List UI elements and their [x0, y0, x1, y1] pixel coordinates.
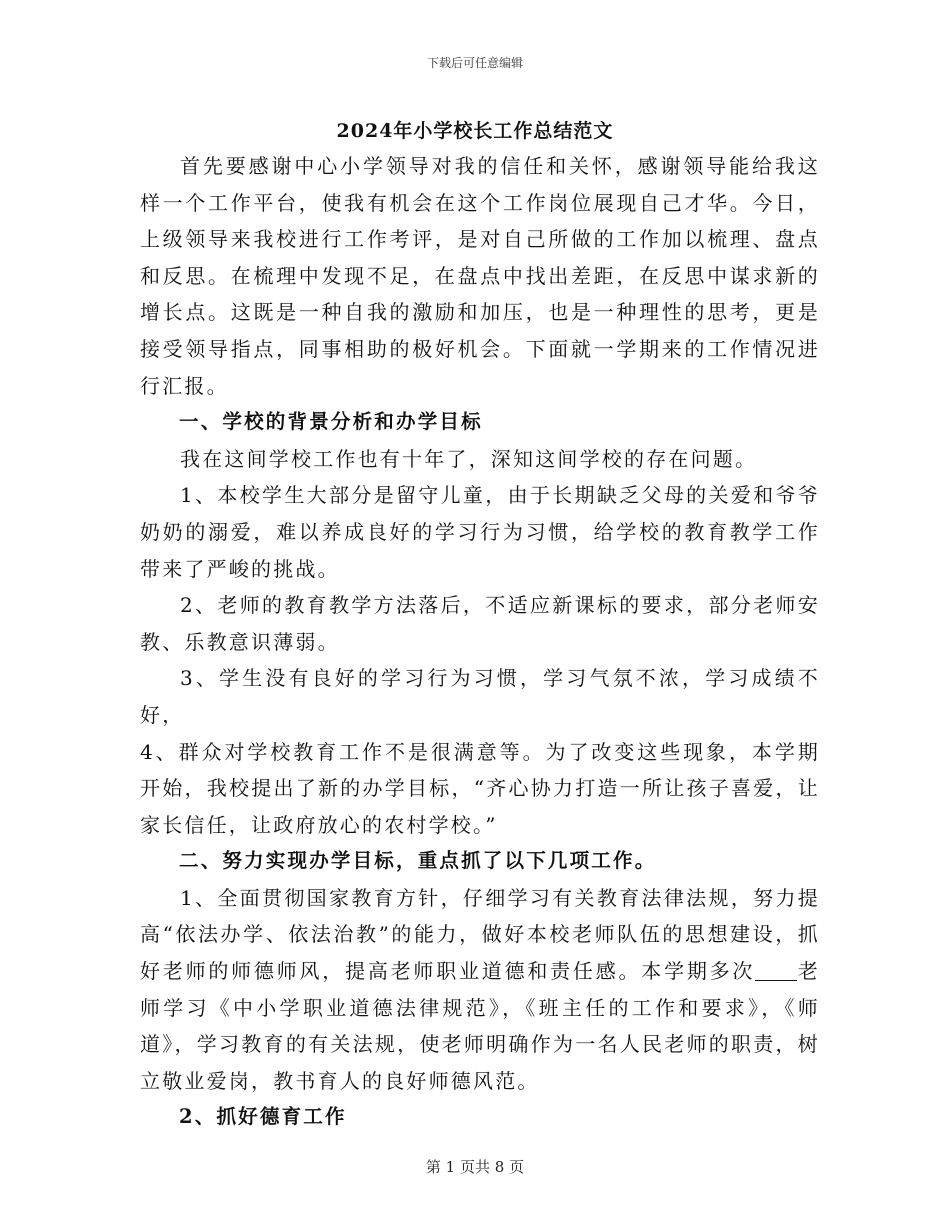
- document-body: [140, 148, 820, 1136]
- section-heading-1: 一、学校的背景分析和办学目标: [179, 410, 483, 434]
- section-heading-3: 2、抓好德育工作: [179, 1105, 347, 1129]
- document-title: 2024年小学校长工作总结范文: [336, 120, 614, 142]
- header-note: 下载后可任意编辑: [426, 56, 523, 70]
- paragraph-6: [140, 880, 820, 1100]
- section-heading-2: 二、努力实现办学目标，重点抓了以下几项工作。: [179, 849, 657, 873]
- paragraph-3: 2、老师的教育教学方法落后，不适应新课标的要求，部分老师安教、乐教意识薄弱。: [140, 593, 820, 654]
- blank-line: [755, 960, 797, 981]
- paragraph-6-part1: 1、全面贯彻国家教育方针，仔细学习有关教育法律法规，努力提高“依法办学、依法治教”的能力，做好本校老师队伍的思想建设，抓好老师的师德师风，提高老师职业道德和责任感。本学期多次: [140, 885, 820, 984]
- paragraph-5: 4、群众对学校教育工作不是很满意等。为了改变这些现象，本学期开始，我校提出了新的办学目标，“齐心协力打造一所让孩子喜爱，让家长信任，让政府放心的农村学校。”: [140, 739, 820, 837]
- paragraph-2: 1、本校学生大部分是留守儿童，由于长期缺乏父母的关爱和爷爷奶奶的溺爱，难以养成良好的学习行为习惯，给学校的教育教学工作带来了严峻的挑战。: [140, 483, 820, 581]
- paragraph-6-part2: 老师学习《中小学职业道德法律规范》，《班主任的工作和要求》，《师道》，学习教育的有关法规，使老师明确作为一名人民老师的职责，树立敬业爱岗，教书育人的良好师德风范。: [140, 959, 821, 1093]
- paragraph-1: 我在这间学校工作也有十年了，深知这间学校的存在问题。: [180, 446, 758, 471]
- intro-paragraph: 首先要感谢中心小学领导对我的信任和关怀，感谢领导能给我这样一个工作平台，使我有机会在这个工作岗位展现自己才华。今日，上级领导来我校进行工作考评，是对自己所做的工作加以梳理、盘点和反思。在梳理中发现不足，在盘点中找出差距，在反思中谋求新的增长点。这既是一种自我的激励和加压，也是一种理性的思考，更是接受领导指点，同事相助的极好机会。下面就一学期来的工作情况进行汇报。: [140, 154, 820, 398]
- paragraph-4: 3、学生没有良好的学习行为习惯，学习气氛不浓，学习成绩不好，: [140, 666, 820, 727]
- page-footer: 第 1 页共 8 页: [425, 1158, 525, 1176]
